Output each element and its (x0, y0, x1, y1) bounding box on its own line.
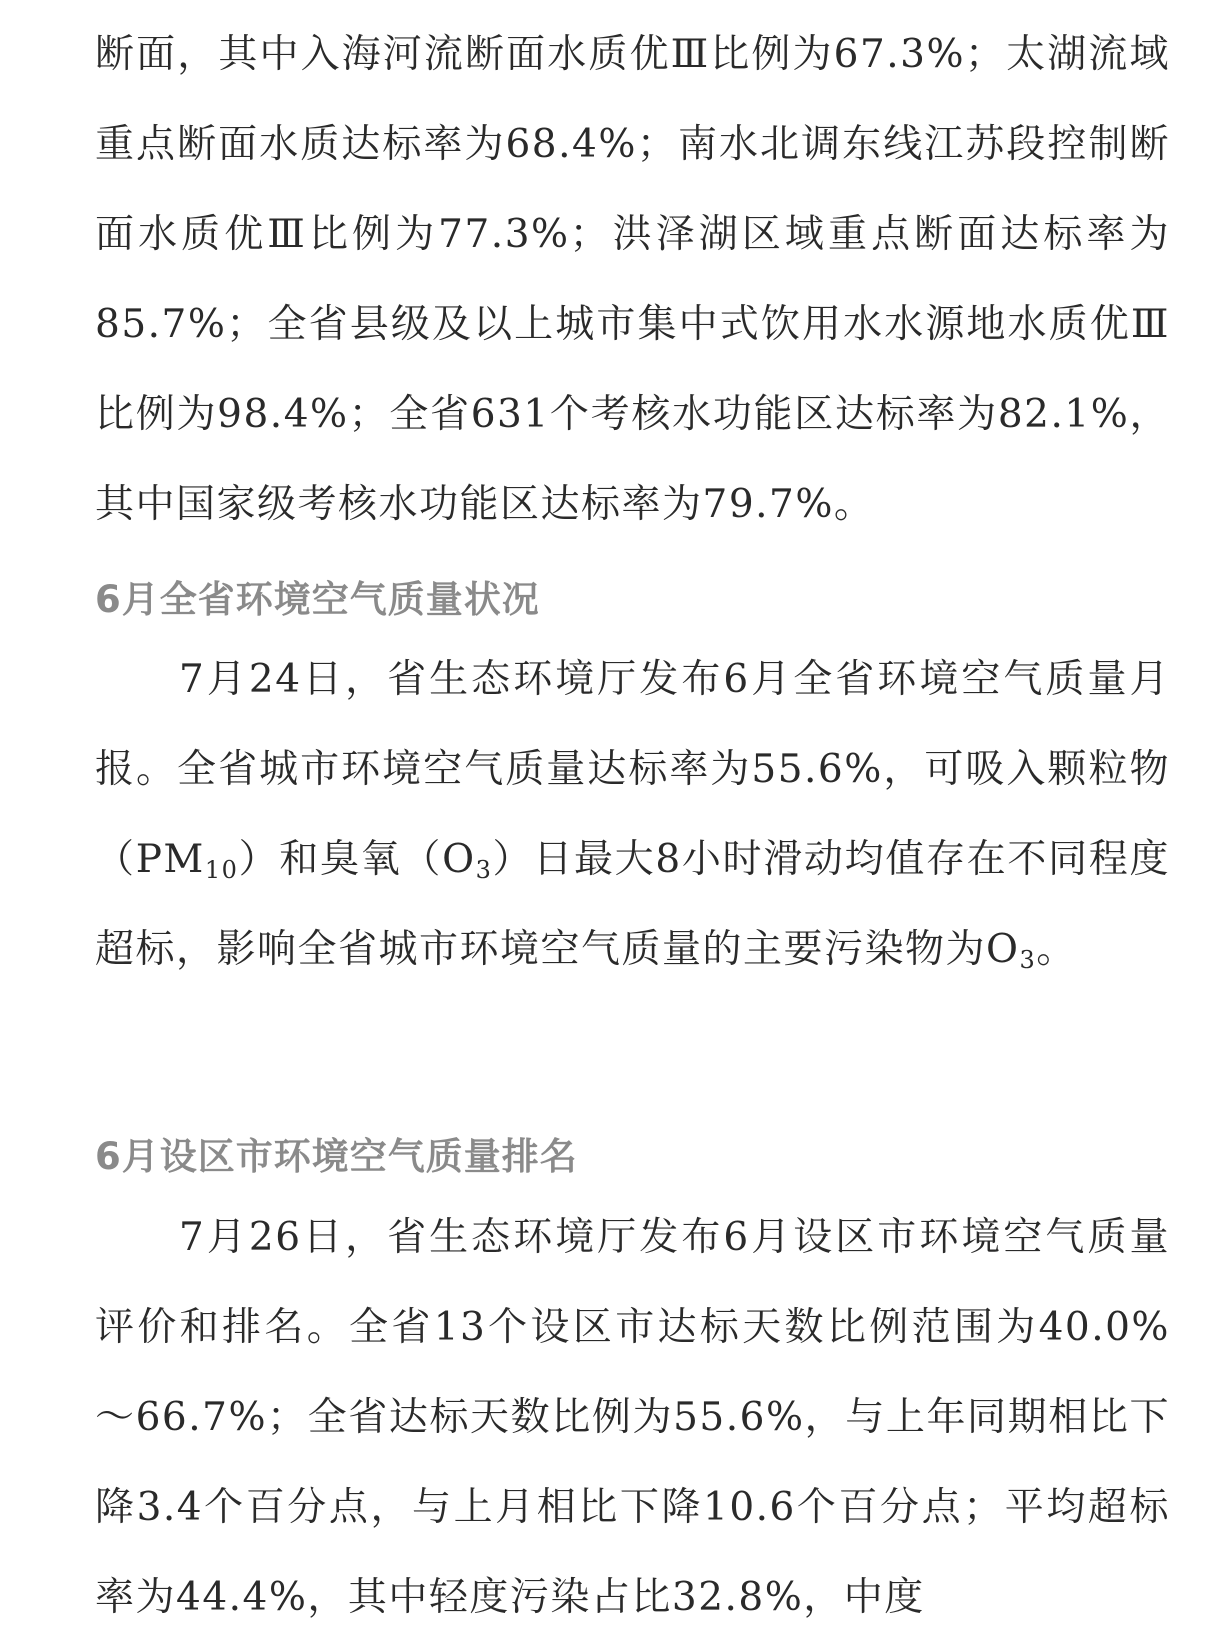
water-quality-paragraph: 断面，其中入海河流断面水质优Ⅲ比例为67.3%；太湖流域重点断面水质达标率为68.4%；南水北调东线江苏段控制断面水质优Ⅲ比例为77.3%；洪泽湖区域重点断面达标率为85.7%；全省县级及以上城市集中式饮用水水源地水质优Ⅲ比例为98.4%；全省631个考核水功能区达标率为82.1%，其中国家级考核水功能区达标率为79.7%。 (95, 32, 1170, 527)
city-ranking-paragraph: 7月26日，省生态环境厅发布6月设区市环境空气质量评价和排名。全省13个设区市达标天数比例范围为40.0%～66.7%；全省达标天数比例为55.6%，与上年同期相比下降3.4个百分点，与上月相比下降10.6个百分点；平均超标率为44.4%，其中轻度污染占比32.8%，中度 (95, 1215, 1170, 1620)
text-run: ）和臭氧（O (238, 837, 476, 882)
air-quality-status-paragraph (95, 635, 1170, 995)
text-run: 。 (1036, 927, 1077, 972)
subscript: 10 (204, 856, 239, 884)
text-run: ）日最大8小时滑动均值存在不同程度超标，影响全省城市环境空气质量的主要污染物为O (95, 837, 1170, 972)
text-run: 7月24日，省生态环境厅发布6月全省环境空气质量月报。全省城市环境空气质量达标率为55.6%，可吸入颗粒物（PM (95, 657, 1170, 882)
section-heading-air-quality-status: 6月全省环境空气质量状况 (95, 578, 540, 621)
subscript: 3 (475, 856, 493, 884)
section-heading-city-ranking: 6月设区市环境空气质量排名 (95, 1135, 578, 1178)
subscript: 3 (1019, 946, 1037, 974)
